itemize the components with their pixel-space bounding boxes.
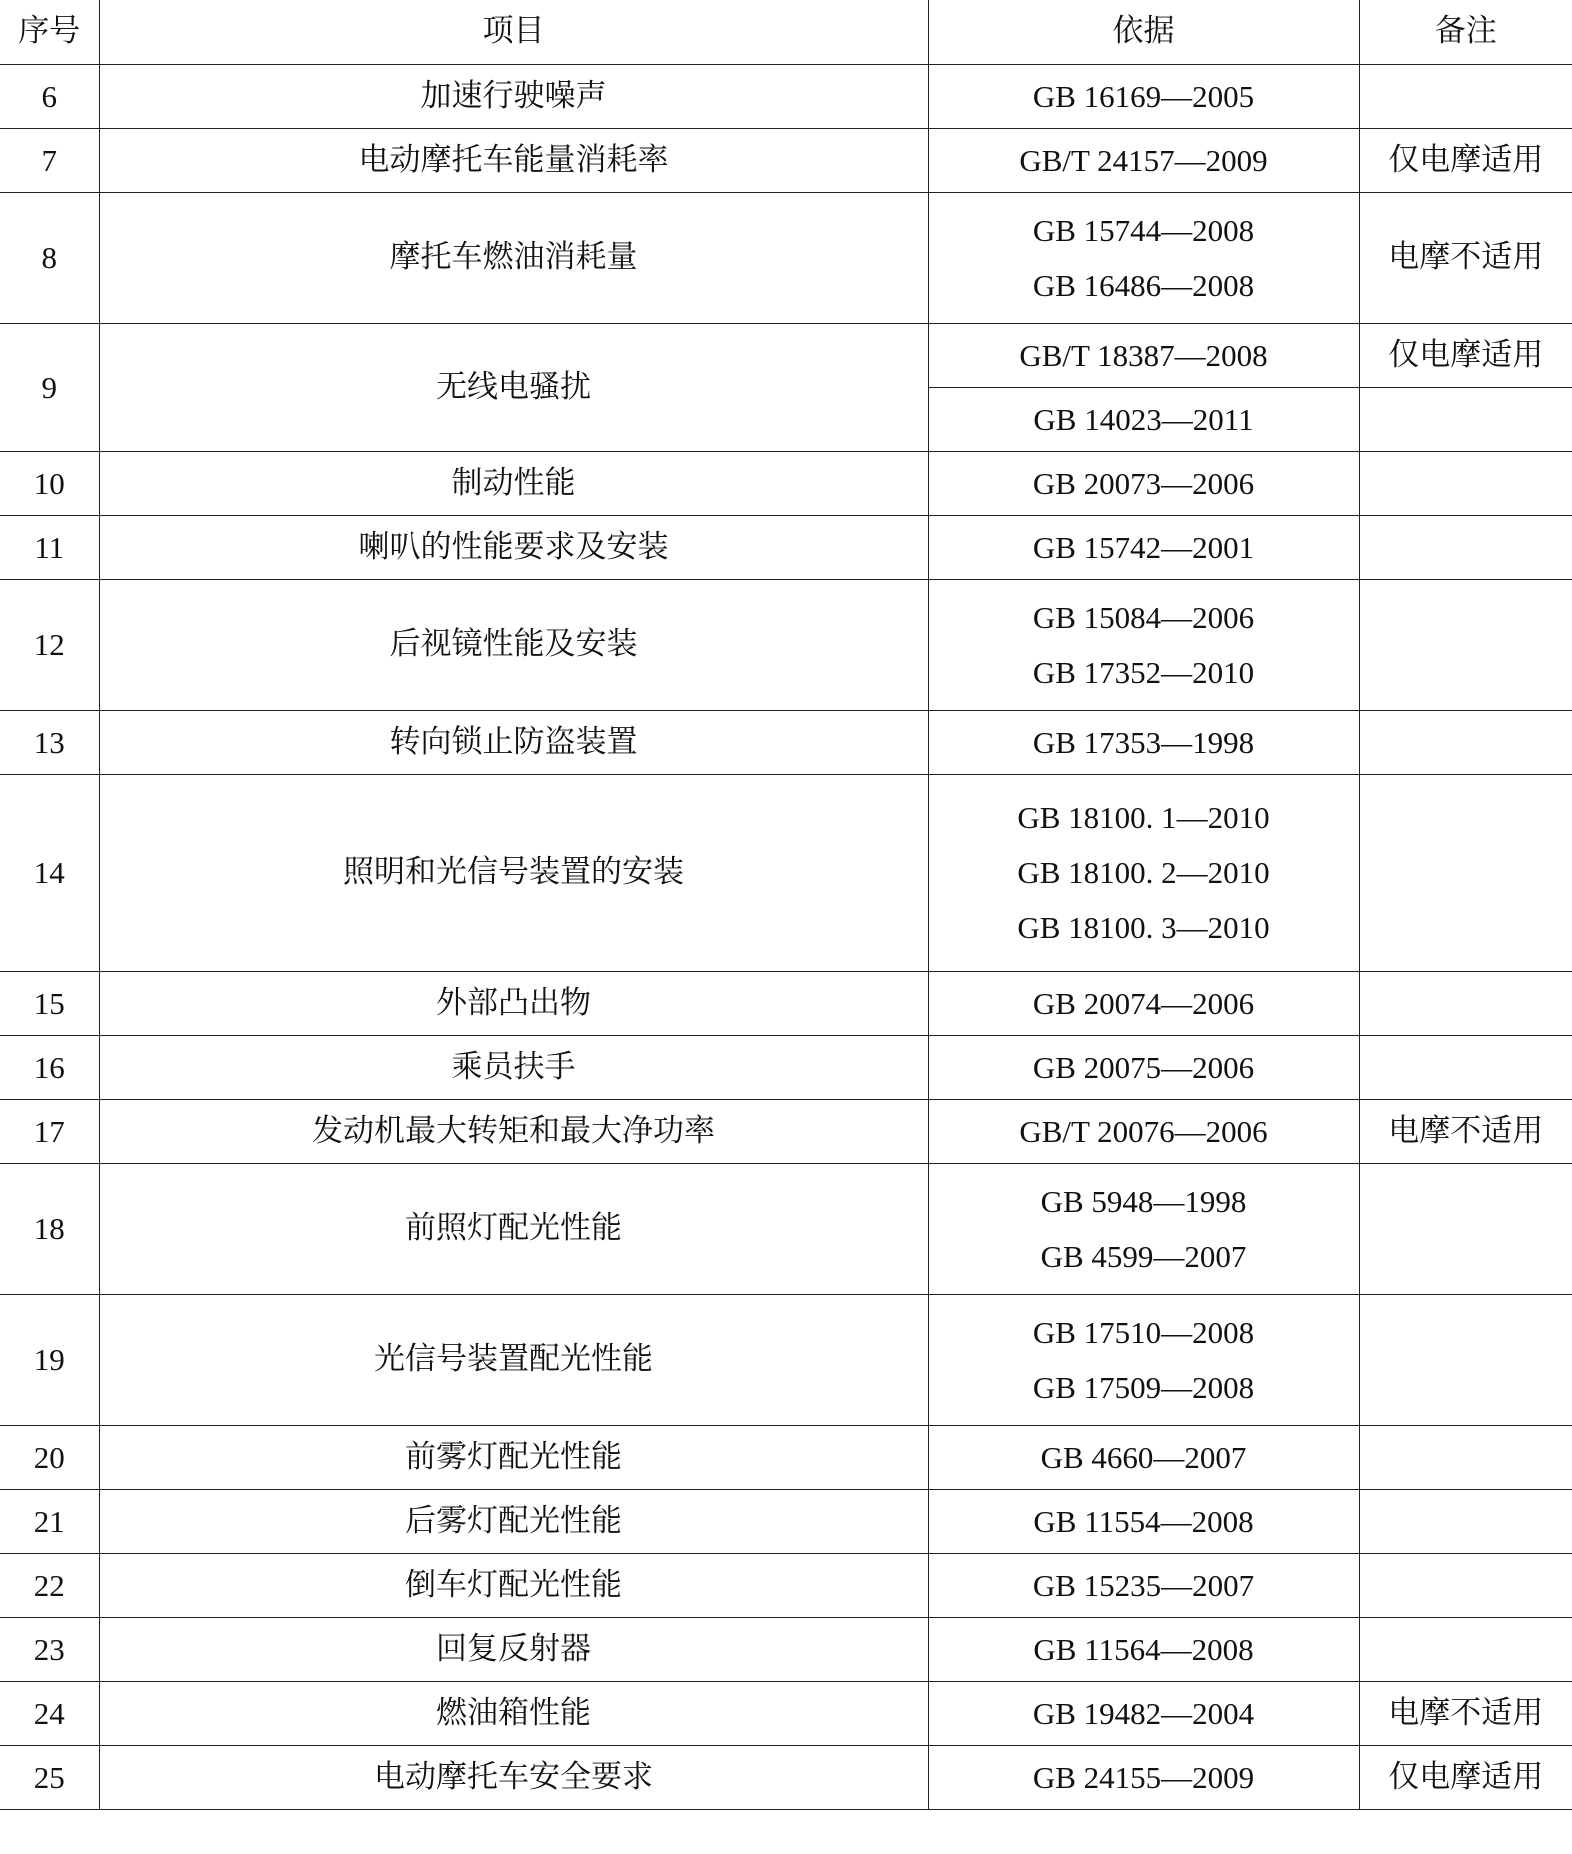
- table-row: [0, 579, 1572, 710]
- table-row: [0, 971, 1572, 1035]
- row-note: [1359, 1617, 1572, 1681]
- row-basis: [928, 1745, 1359, 1809]
- row-basis: [928, 387, 1359, 451]
- row-item: 照明和光信号装置的安装: [99, 774, 928, 971]
- basis-line: GB 19482—2004: [1032, 1695, 1255, 1731]
- basis-line: GB 18100. 3—2010: [1017, 910, 1270, 945]
- basis-line: GB 15084—2006: [1032, 599, 1255, 635]
- header-item: 项目: [99, 0, 928, 64]
- row-item: 无线电骚扰: [99, 323, 928, 451]
- table-row: [0, 1163, 1572, 1294]
- row-item: 电动摩托车能量消耗率: [99, 128, 928, 192]
- row-basis: [928, 323, 1359, 387]
- basis-line: GB 5948—1998: [1040, 1183, 1247, 1219]
- basis-line: GB 17509—2008: [1032, 1369, 1255, 1405]
- row-note: [1359, 971, 1572, 1035]
- row-note: [1359, 1294, 1572, 1425]
- row-item: 后视镜性能及安装: [99, 579, 928, 710]
- row-item: 发动机最大转矩和最大净功率: [99, 1099, 928, 1163]
- row-basis: [928, 774, 1359, 971]
- row-no: 13: [0, 710, 99, 774]
- row-note: [1359, 387, 1572, 451]
- row-no: 11: [0, 515, 99, 579]
- row-basis: [928, 1294, 1359, 1425]
- row-note: 电摩不适用: [1359, 1099, 1572, 1163]
- table-row: [0, 64, 1572, 128]
- row-no: 7: [0, 128, 99, 192]
- row-basis: [928, 64, 1359, 128]
- table-row: [0, 515, 1572, 579]
- table-row: [0, 323, 1572, 387]
- row-no: 22: [0, 1553, 99, 1617]
- row-no: 24: [0, 1681, 99, 1745]
- row-note: 电摩不适用: [1359, 1681, 1572, 1745]
- row-note: [1359, 1035, 1572, 1099]
- basis-line: GB 4660—2007: [1040, 1439, 1247, 1475]
- header-basis: 依据: [928, 0, 1359, 64]
- row-no: 15: [0, 971, 99, 1035]
- basis-line: GB 17510—2008: [1032, 1314, 1255, 1350]
- row-no: 12: [0, 579, 99, 710]
- row-note: [1359, 1163, 1572, 1294]
- row-basis: [928, 1553, 1359, 1617]
- row-note: 仅电摩适用: [1359, 128, 1572, 192]
- row-item: 制动性能: [99, 451, 928, 515]
- row-note: 仅电摩适用: [1359, 1745, 1572, 1809]
- row-item: 回复反射器: [99, 1617, 928, 1681]
- row-basis: [928, 710, 1359, 774]
- row-item: 前照灯配光性能: [99, 1163, 928, 1294]
- row-no: 21: [0, 1489, 99, 1553]
- row-basis: [928, 451, 1359, 515]
- row-basis: [928, 128, 1359, 192]
- row-basis: [928, 1617, 1359, 1681]
- row-note: [1359, 710, 1572, 774]
- row-basis: [928, 971, 1359, 1035]
- header-note: 备注: [1359, 0, 1572, 64]
- row-no: 19: [0, 1294, 99, 1425]
- row-item: 加速行驶噪声: [99, 64, 928, 128]
- row-note: [1359, 579, 1572, 710]
- row-basis: [928, 1035, 1359, 1099]
- table-row: [0, 1489, 1572, 1553]
- header-row: [0, 0, 1572, 64]
- row-note: [1359, 1489, 1572, 1553]
- row-no: 8: [0, 192, 99, 323]
- row-no: 6: [0, 64, 99, 128]
- basis-line: GB/T 24157—2009: [1019, 142, 1268, 178]
- row-basis: [928, 1099, 1359, 1163]
- basis-line: GB 16486—2008: [1032, 267, 1255, 303]
- basis-line: GB 16169—2005: [1032, 78, 1255, 114]
- table-row: [0, 1035, 1572, 1099]
- row-item: 摩托车燃油消耗量: [99, 192, 928, 323]
- row-basis: [928, 515, 1359, 579]
- row-note: [1359, 515, 1572, 579]
- row-note: [1359, 451, 1572, 515]
- row-basis: [928, 579, 1359, 710]
- row-note: [1359, 64, 1572, 128]
- row-no: 10: [0, 451, 99, 515]
- row-no: 17: [0, 1099, 99, 1163]
- basis-line: GB 4599—2007: [1040, 1238, 1247, 1274]
- row-item: 电动摩托车安全要求: [99, 1745, 928, 1809]
- basis-line: GB 17352—2010: [1032, 654, 1255, 690]
- row-item: 喇叭的性能要求及安装: [99, 515, 928, 579]
- table-row: [0, 451, 1572, 515]
- row-basis: [928, 1489, 1359, 1553]
- header-no: 序号: [0, 0, 99, 64]
- row-no: 14: [0, 774, 99, 971]
- row-basis: [928, 1163, 1359, 1294]
- row-item: 乘员扶手: [99, 1035, 928, 1099]
- basis-line: GB 18100. 1—2010: [1017, 800, 1270, 835]
- table-row: [0, 128, 1572, 192]
- table-row: [0, 774, 1572, 971]
- row-no: 9: [0, 323, 99, 451]
- basis-line: GB/T 18387—2008: [1019, 337, 1268, 373]
- row-note: [1359, 774, 1572, 971]
- row-no: 23: [0, 1617, 99, 1681]
- row-item: 前雾灯配光性能: [99, 1425, 928, 1489]
- row-no: 18: [0, 1163, 99, 1294]
- row-item: 后雾灯配光性能: [99, 1489, 928, 1553]
- row-basis: [928, 1425, 1359, 1489]
- basis-line: GB 20074—2006: [1032, 985, 1255, 1021]
- table-row: [0, 1425, 1572, 1489]
- table-row: [0, 710, 1572, 774]
- row-item: 外部凸出物: [99, 971, 928, 1035]
- row-note: 仅电摩适用: [1359, 323, 1572, 387]
- basis-line: GB 24155—2009: [1032, 1759, 1255, 1795]
- table-row: [0, 1617, 1572, 1681]
- basis-line: GB 11564—2008: [1033, 1631, 1254, 1667]
- basis-line: GB 20073—2006: [1032, 465, 1255, 501]
- table-row: [0, 1553, 1572, 1617]
- basis-line: GB 20075—2006: [1032, 1049, 1255, 1085]
- row-basis: [928, 192, 1359, 323]
- row-note: [1359, 1553, 1572, 1617]
- row-item: 转向锁止防盗装置: [99, 710, 928, 774]
- table-row: [0, 1745, 1572, 1809]
- basis-line: GB/T 20076—2006: [1019, 1113, 1268, 1149]
- table-row: [0, 192, 1572, 323]
- table-row: [0, 1294, 1572, 1425]
- row-item: 燃油箱性能: [99, 1681, 928, 1745]
- basis-line: GB 17353—1998: [1032, 724, 1255, 760]
- row-basis: [928, 1681, 1359, 1745]
- row-no: 16: [0, 1035, 99, 1099]
- row-item: 光信号装置配光性能: [99, 1294, 928, 1425]
- row-no: 25: [0, 1745, 99, 1809]
- basis-line: GB 15744—2008: [1032, 212, 1255, 248]
- basis-line: GB 11554—2008: [1033, 1503, 1254, 1539]
- row-item: 倒车灯配光性能: [99, 1553, 928, 1617]
- row-note: 电摩不适用: [1359, 192, 1572, 323]
- basis-line: GB 15235—2007: [1032, 1567, 1255, 1603]
- table-row: [0, 1099, 1572, 1163]
- basis-line: GB 14023—2011: [1033, 401, 1254, 437]
- row-no: 20: [0, 1425, 99, 1489]
- row-note: [1359, 1425, 1572, 1489]
- basis-line: GB 15742—2001: [1032, 529, 1255, 565]
- basis-line: GB 18100. 2—2010: [1017, 855, 1270, 890]
- table-row: [0, 1681, 1572, 1745]
